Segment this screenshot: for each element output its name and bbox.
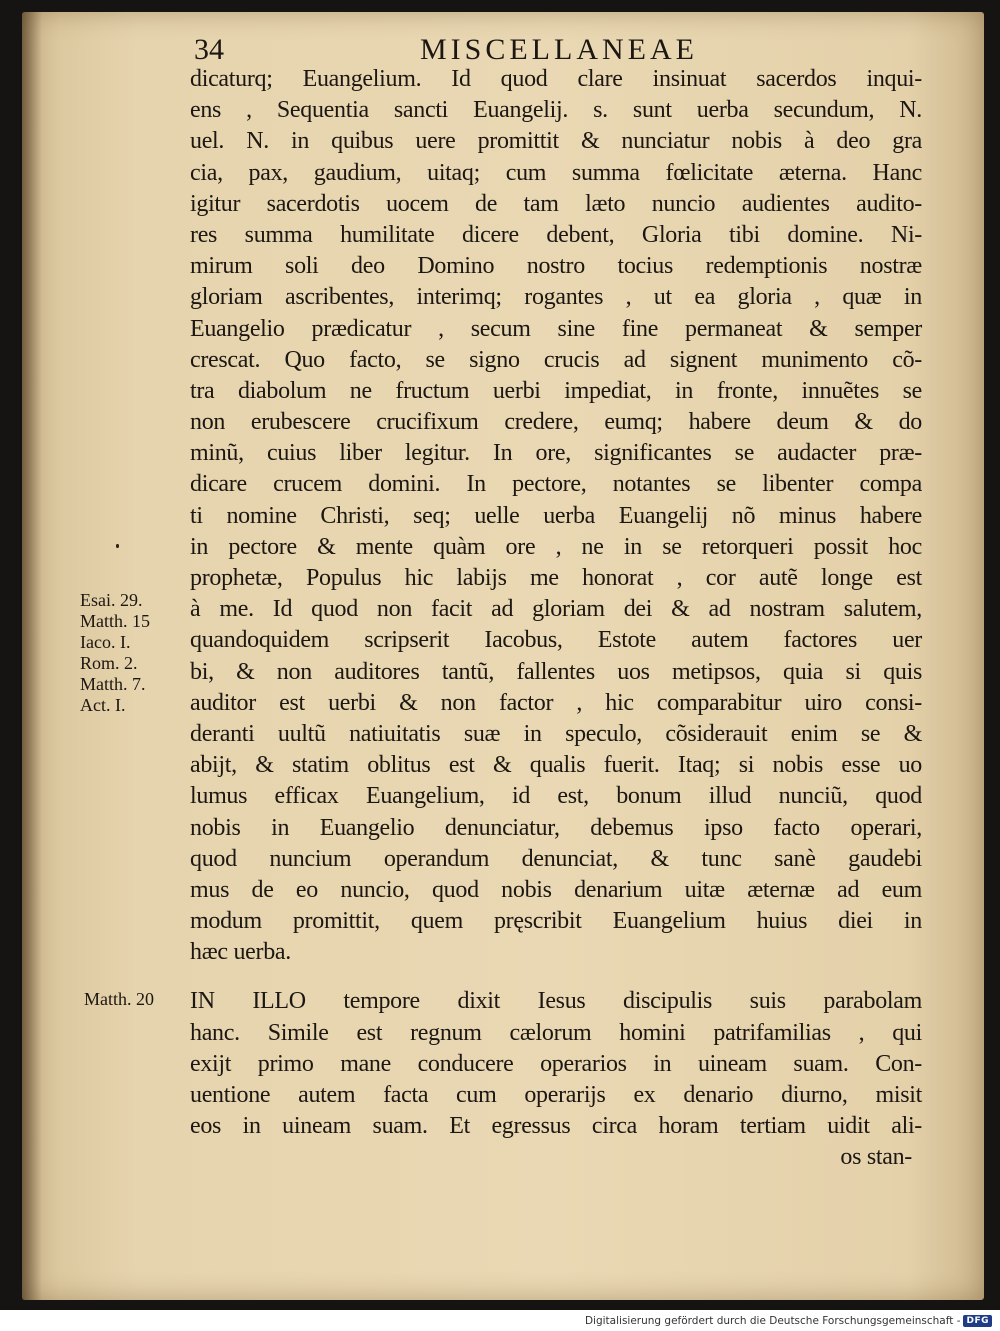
margin-note: Esai. 29. [80,590,143,610]
text-line: quod nuncium operandum denunciat, & tunc sanè gaudebi [190,845,922,872]
text-line: hæc uerba. [190,939,291,966]
margin-notes [80,590,180,716]
gospel-line: eos in uineam suam. Et egressus circa horam tertiam uidit ali- [190,1113,922,1140]
text-line: non erubescere crucifixum credere, eumq; habere deum & do [190,409,922,436]
gospel-line: hanc. Simile est regnum cælorum homini patrifamilias , qui [190,1019,922,1046]
text-line: prophetæ, Populus hic labijs me honorat , cor autẽ longe est [190,565,922,591]
gospel-line: IN ILLO tempore dixit Iesus discipulis suis parabolam [190,988,922,1015]
running-title: MISCELLANEAE [420,33,698,66]
text-line: modum promittit, quem pręscribit Euangelium huius diei in [190,908,922,935]
margin-note: Act. I. [80,695,126,715]
gospel-line: uentione autem facta cum operarijs ex denario diurno, misit [190,1082,922,1108]
text-line: gloriam ascribentes, interimq; rogantes , ut ea gloria , quæ in [190,284,922,311]
text-line: mirum soli deo Domino nostro tocius redemptionis nostræ [190,253,922,280]
footer-credit: Digitalisierung gefördert durch die Deutsche Forschungsgemeinschaft - [584,1315,961,1327]
section-gap [190,968,922,986]
text-line: bi, & non auditores tantũ, fallentes uos metipsos, quia si quis [190,658,922,685]
gospel-line: exijt primo mane conducere operarios in uineam suam. Con- [190,1050,922,1077]
margin-note-gospel: Matth. 20 [84,989,154,1009]
text-line: lumus efficax Euangelium, id est, bonum illud nunciũ, quod [190,783,922,810]
text-line: quandoquidem scripserit Iacobus, Estote autem factores uer [190,627,922,654]
text-line: deranti uultũ natiuitatis suæ in speculo, cõsiderauit enim se & [190,720,922,747]
text-line: minũ, cuius liber legitur. In ore, significantes se audacter præ- [190,440,922,467]
text-line: crescat. Quo facto, se signo crucis ad signent munimento cõ- [190,346,922,373]
text-line: mus de eo nuncio, quod nobis denarium uitæ æternæ ad eum [190,876,922,903]
ink-fleck [116,544,119,548]
margin-note: Rom. 2. [80,653,138,673]
text-line: ens , Sequentia sancti Euangelij. s. sunt uerba secundum, N. [190,97,922,124]
margin-note: Iaco. I. [80,632,131,652]
margin-note: Matth. 7. [80,674,146,694]
page-number: 34 [194,33,224,66]
text-line: igitur sacerdotis uocem de tam læto nuncio audientes audito- [190,190,922,217]
text-line: dicaturq; Euangelium. Id quod clare insinuat sacerdos inqui- [190,66,922,92]
text-line: abijt, & statim oblitus est & qualis fuerit. Itaq; si nobis esse uo [190,752,922,779]
text-line: Euangelio prædicatur , secum sine fine permaneat & semper [190,315,922,342]
text-line: cia, pax, gaudium, uitaq; cum summa fœlicitate æterna. Hanc [190,159,922,186]
text-line: nobis in Euangelio denunciatur, debemus ipso facto operari, [190,814,922,841]
dfg-logo-icon: DFG [963,1315,992,1327]
text-line: in pectore & mente quàm ore , ne in se retorqueri possit hoc [190,533,922,560]
text-line: ti nomine Christi, seq; uelle uerba Euangelij nõ minus habere [190,502,922,529]
text-line: res summa humilitate dicere debent, Gloria tibi domine. Ni- [190,221,922,248]
text-line: à me. Id quod non facit ad gloriam dei & ad nostram salutem, [190,596,922,623]
page-gutter-shadow [22,12,42,1300]
margin-note: Matth. 15 [80,611,150,631]
main-text-block [190,64,922,1174]
text-line: dicare crucem domini. In pectore, notantes se libenter compa [190,471,922,498]
catchword: os stan- [840,1144,912,1171]
text-line: tra diabolum ne fructum uerbi impediat, in fronte, innuẽtes se [190,377,922,404]
text-line: auditor est uerbi & non factor , hic comparabitur uiro consi- [190,689,922,716]
text-line: uel. N. in quibus uere promittit & nunciatur nobis à deo gra [190,128,922,155]
digitization-footer [585,1313,992,1329]
